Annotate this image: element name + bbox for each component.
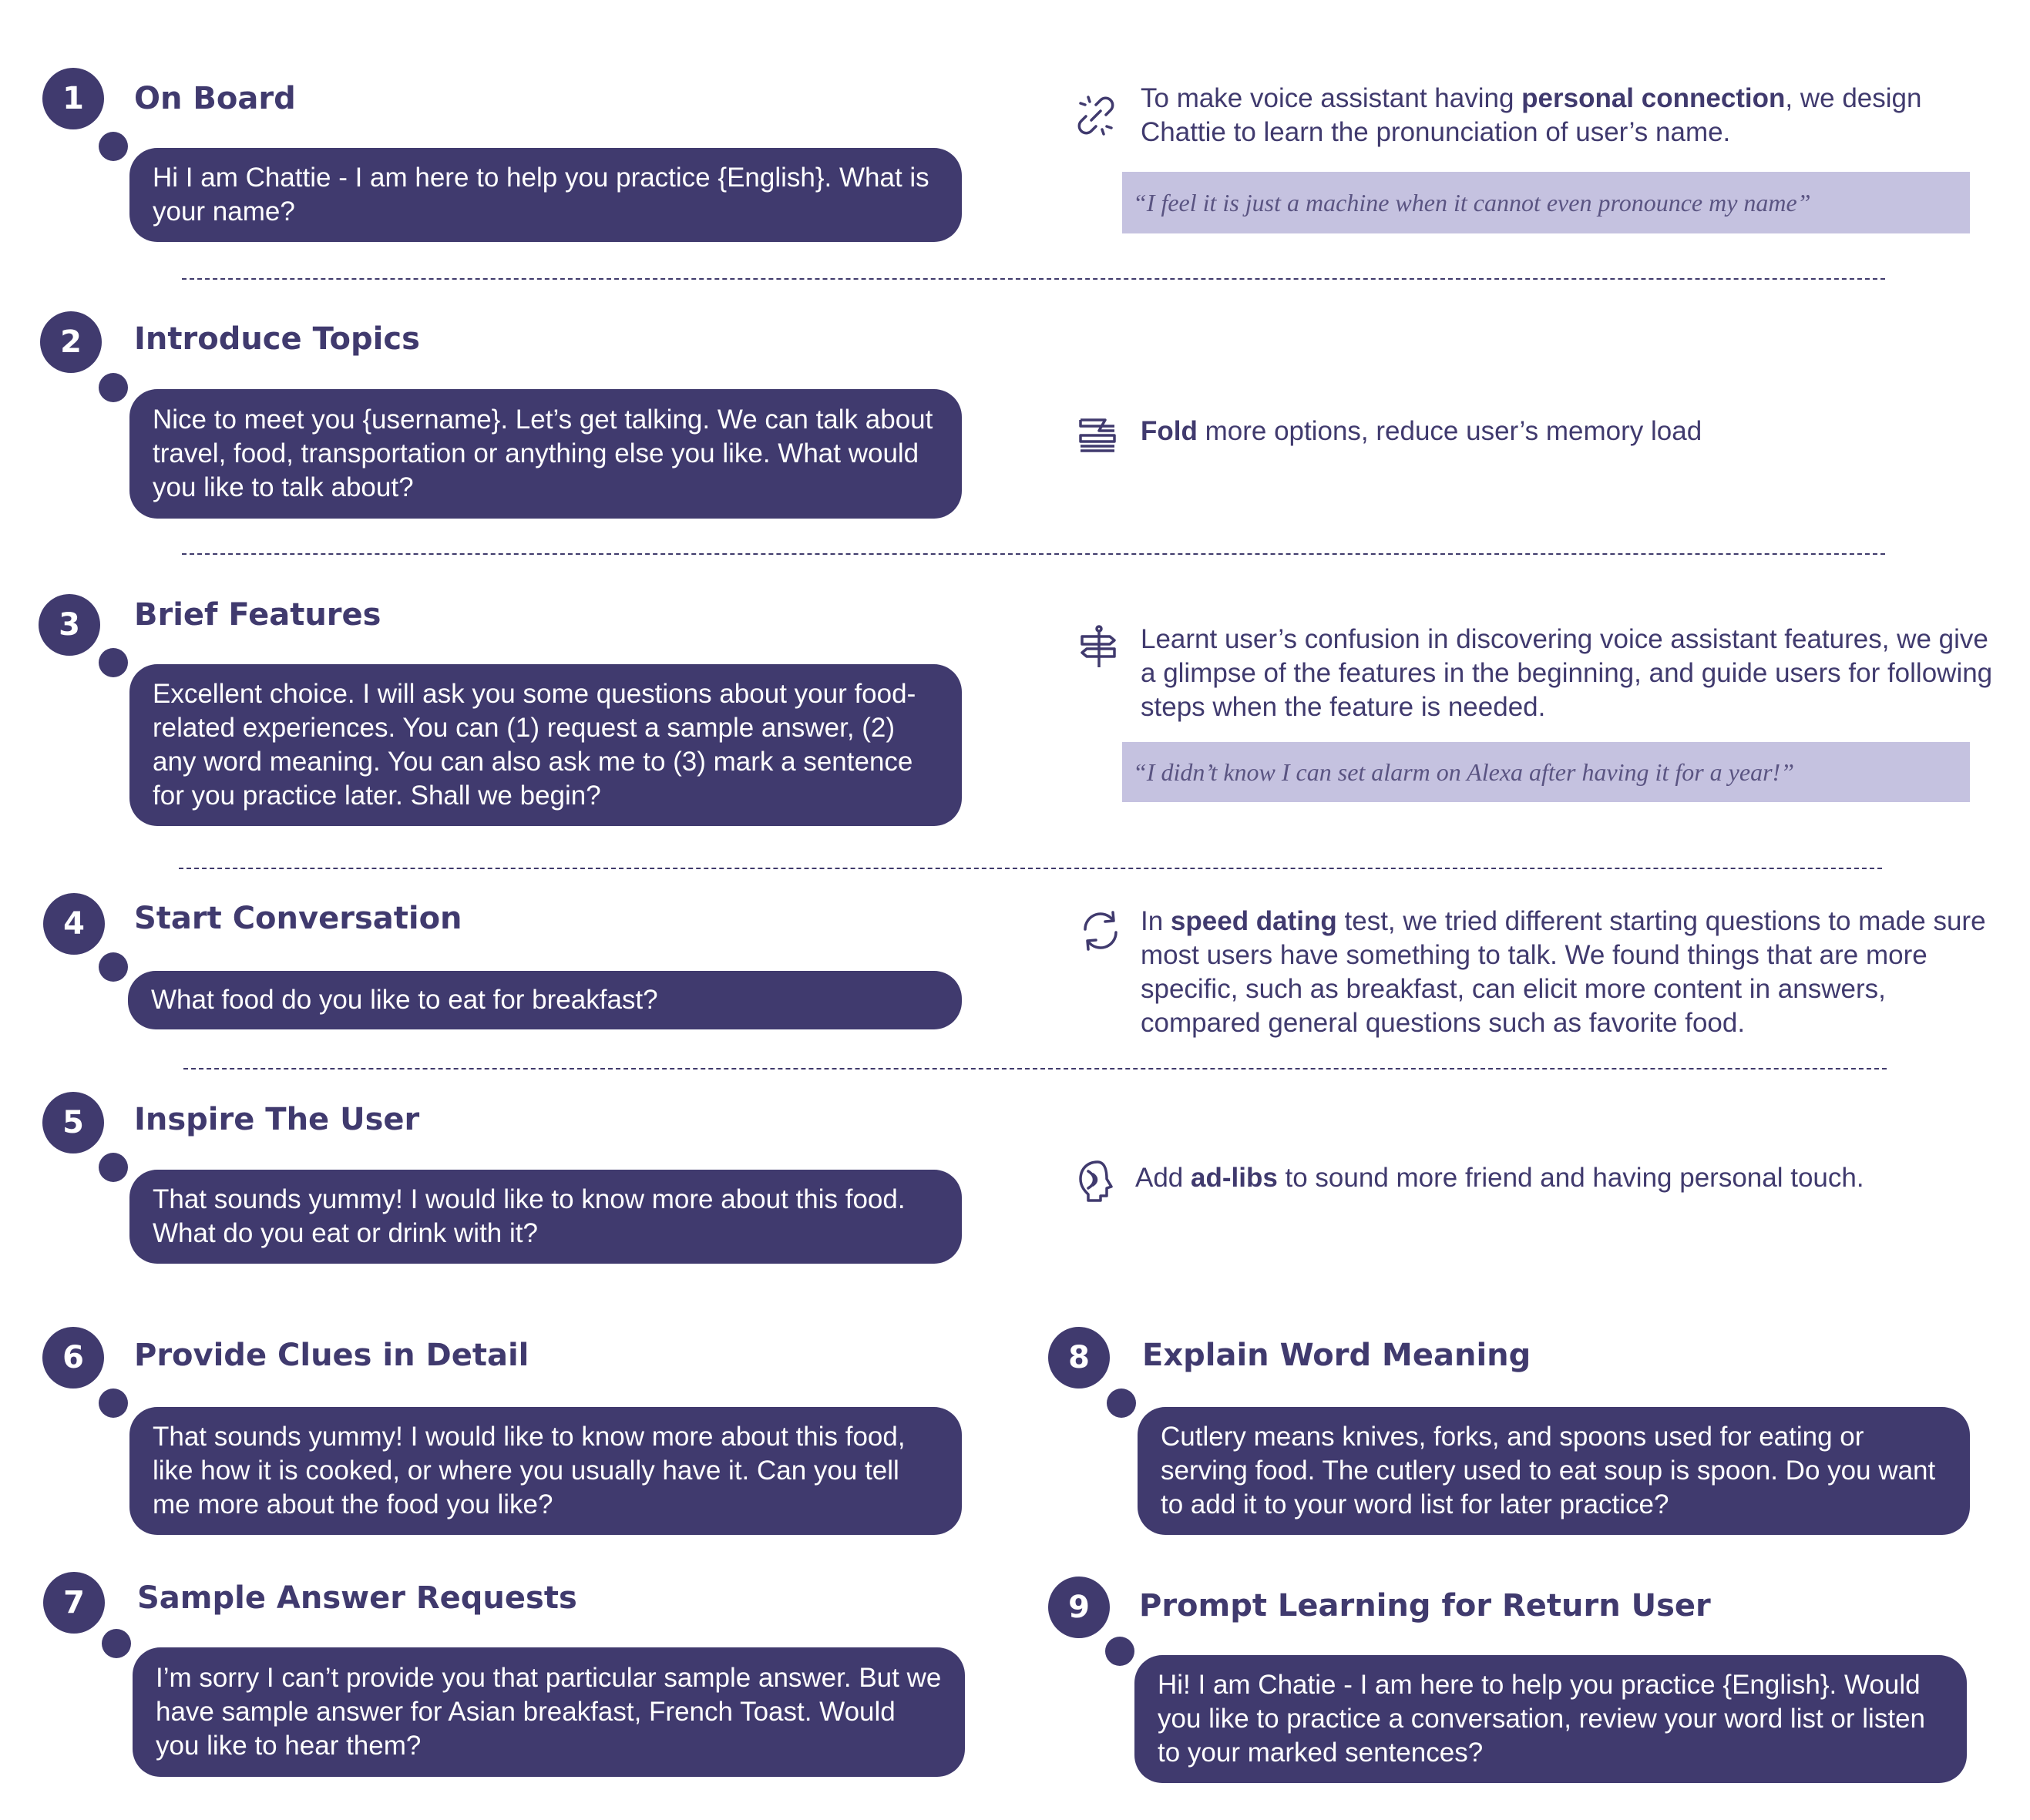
note-fold-options: Fold more options, reduce user’s memory load	[1141, 416, 1702, 446]
step-4-bubble: What food do you like to eat for breakfast?	[128, 971, 962, 1029]
step-1-title: On Board	[134, 81, 296, 116]
note-personal-connection: To make voice assistant having personal connection, we design Chattie to learn the pronunciation of user’s name.	[1141, 83, 1922, 147]
step-1-number: 1	[42, 68, 104, 129]
signpost-icon	[1076, 624, 1122, 670]
bubble-tail	[99, 373, 128, 402]
step-7-bubble: I’m sorry I can’t provide you that particular sample answer. But we have sample answer for Asian breakfast, French Toast. Would you like to hear them?	[133, 1647, 965, 1777]
step-7-title: Sample Answer Requests	[137, 1580, 577, 1616]
step-9-title: Prompt Learning for Return User	[1139, 1588, 1711, 1624]
step-2-bubble: Nice to meet you {username}. Let’s get talking. We can talk about travel, food, transportation or anything else you like. What would you like to talk about?	[129, 389, 962, 519]
step-2-number: 2	[40, 311, 102, 373]
step-1-bubble: Hi I am Chattie - I am here to help you practice {English}. What is your name?	[129, 148, 962, 242]
step-9-bubble: Hi! I am Chatie - I am here to help you practice {English}. Would you like to practice a conversation, review your word list or listen to your marked sentences?	[1134, 1655, 1967, 1783]
step-3-bubble: Excellent choice. I will ask you some questions about your food-related experiences. You can (1) request a sample answer, (2) any word meaning. You can also ask me to (3) mark a sentence for you practice later. Shall we begin?	[129, 664, 962, 826]
bubble-tail	[1107, 1389, 1136, 1418]
section-divider	[179, 868, 1882, 869]
step-9-number: 9	[1048, 1577, 1110, 1638]
step-6-title: Provide Clues in Detail	[134, 1338, 529, 1373]
user-quote-alexa: “I didn’t know I can set alarm on Alexa after having it for a year!”	[1122, 742, 1970, 802]
step-8-title: Explain Word Meaning	[1142, 1338, 1531, 1373]
bubble-tail	[99, 1153, 128, 1182]
step-2-title: Introduce Topics	[134, 321, 420, 357]
step-5-number: 5	[42, 1092, 104, 1153]
step-6-number: 6	[42, 1327, 104, 1389]
step-4-title: Start Conversation	[134, 901, 462, 936]
user-quote-name: “I feel it is just a machine when it cannot even pronounce my name”	[1122, 172, 1970, 233]
note-brief-features: Learnt user’s confusion in discovering voice assistant features, we give a glimpse of the features in the beginning, and guide users for following steps when the feature is needed.	[1141, 624, 1993, 722]
section-divider	[182, 553, 1885, 555]
note-ad-libs: Add ad-libs to sound more friend and having personal touch.	[1135, 1163, 1864, 1193]
fold-stack-icon	[1074, 411, 1121, 457]
speaking-head-icon	[1074, 1157, 1121, 1204]
step-8-bubble: Cutlery means knives, forks, and spoons used for eating or serving food. The cutlery used to eat soup is spoon. Do you want to add it to your word list for later practice?	[1138, 1407, 1970, 1535]
step-6-bubble: That sounds yummy! I would like to know more about this food, like how it is cooked, or where you usually have it. Can you tell me more about the food you like?	[129, 1407, 962, 1535]
step-3-title: Brief Features	[134, 597, 381, 633]
broken-link-icon	[1073, 92, 1119, 139]
step-4-number: 4	[43, 893, 105, 955]
note-speed-dating: In speed dating test, we tried different starting questions to made sure most users have something to talk. We found things that are more specific, such as breakfast, can elicit more content in answers, compared general questions such as favorite food.	[1141, 906, 1986, 1038]
bubble-tail	[99, 132, 128, 161]
step-3-number: 3	[39, 594, 100, 656]
step-8-number: 8	[1048, 1327, 1110, 1389]
bubble-tail	[99, 648, 128, 677]
step-5-bubble: That sounds yummy! I would like to know more about this food. What do you eat or drink with it?	[129, 1170, 962, 1264]
bubble-tail	[1105, 1637, 1134, 1666]
bubble-tail	[102, 1629, 131, 1658]
bubble-tail	[99, 1389, 128, 1418]
bubble-tail	[99, 952, 128, 982]
step-5-title: Inspire The User	[134, 1102, 420, 1137]
refresh-icon	[1077, 908, 1124, 954]
section-divider	[183, 1068, 1887, 1070]
section-divider	[182, 278, 1885, 280]
step-7-number: 7	[43, 1572, 105, 1634]
